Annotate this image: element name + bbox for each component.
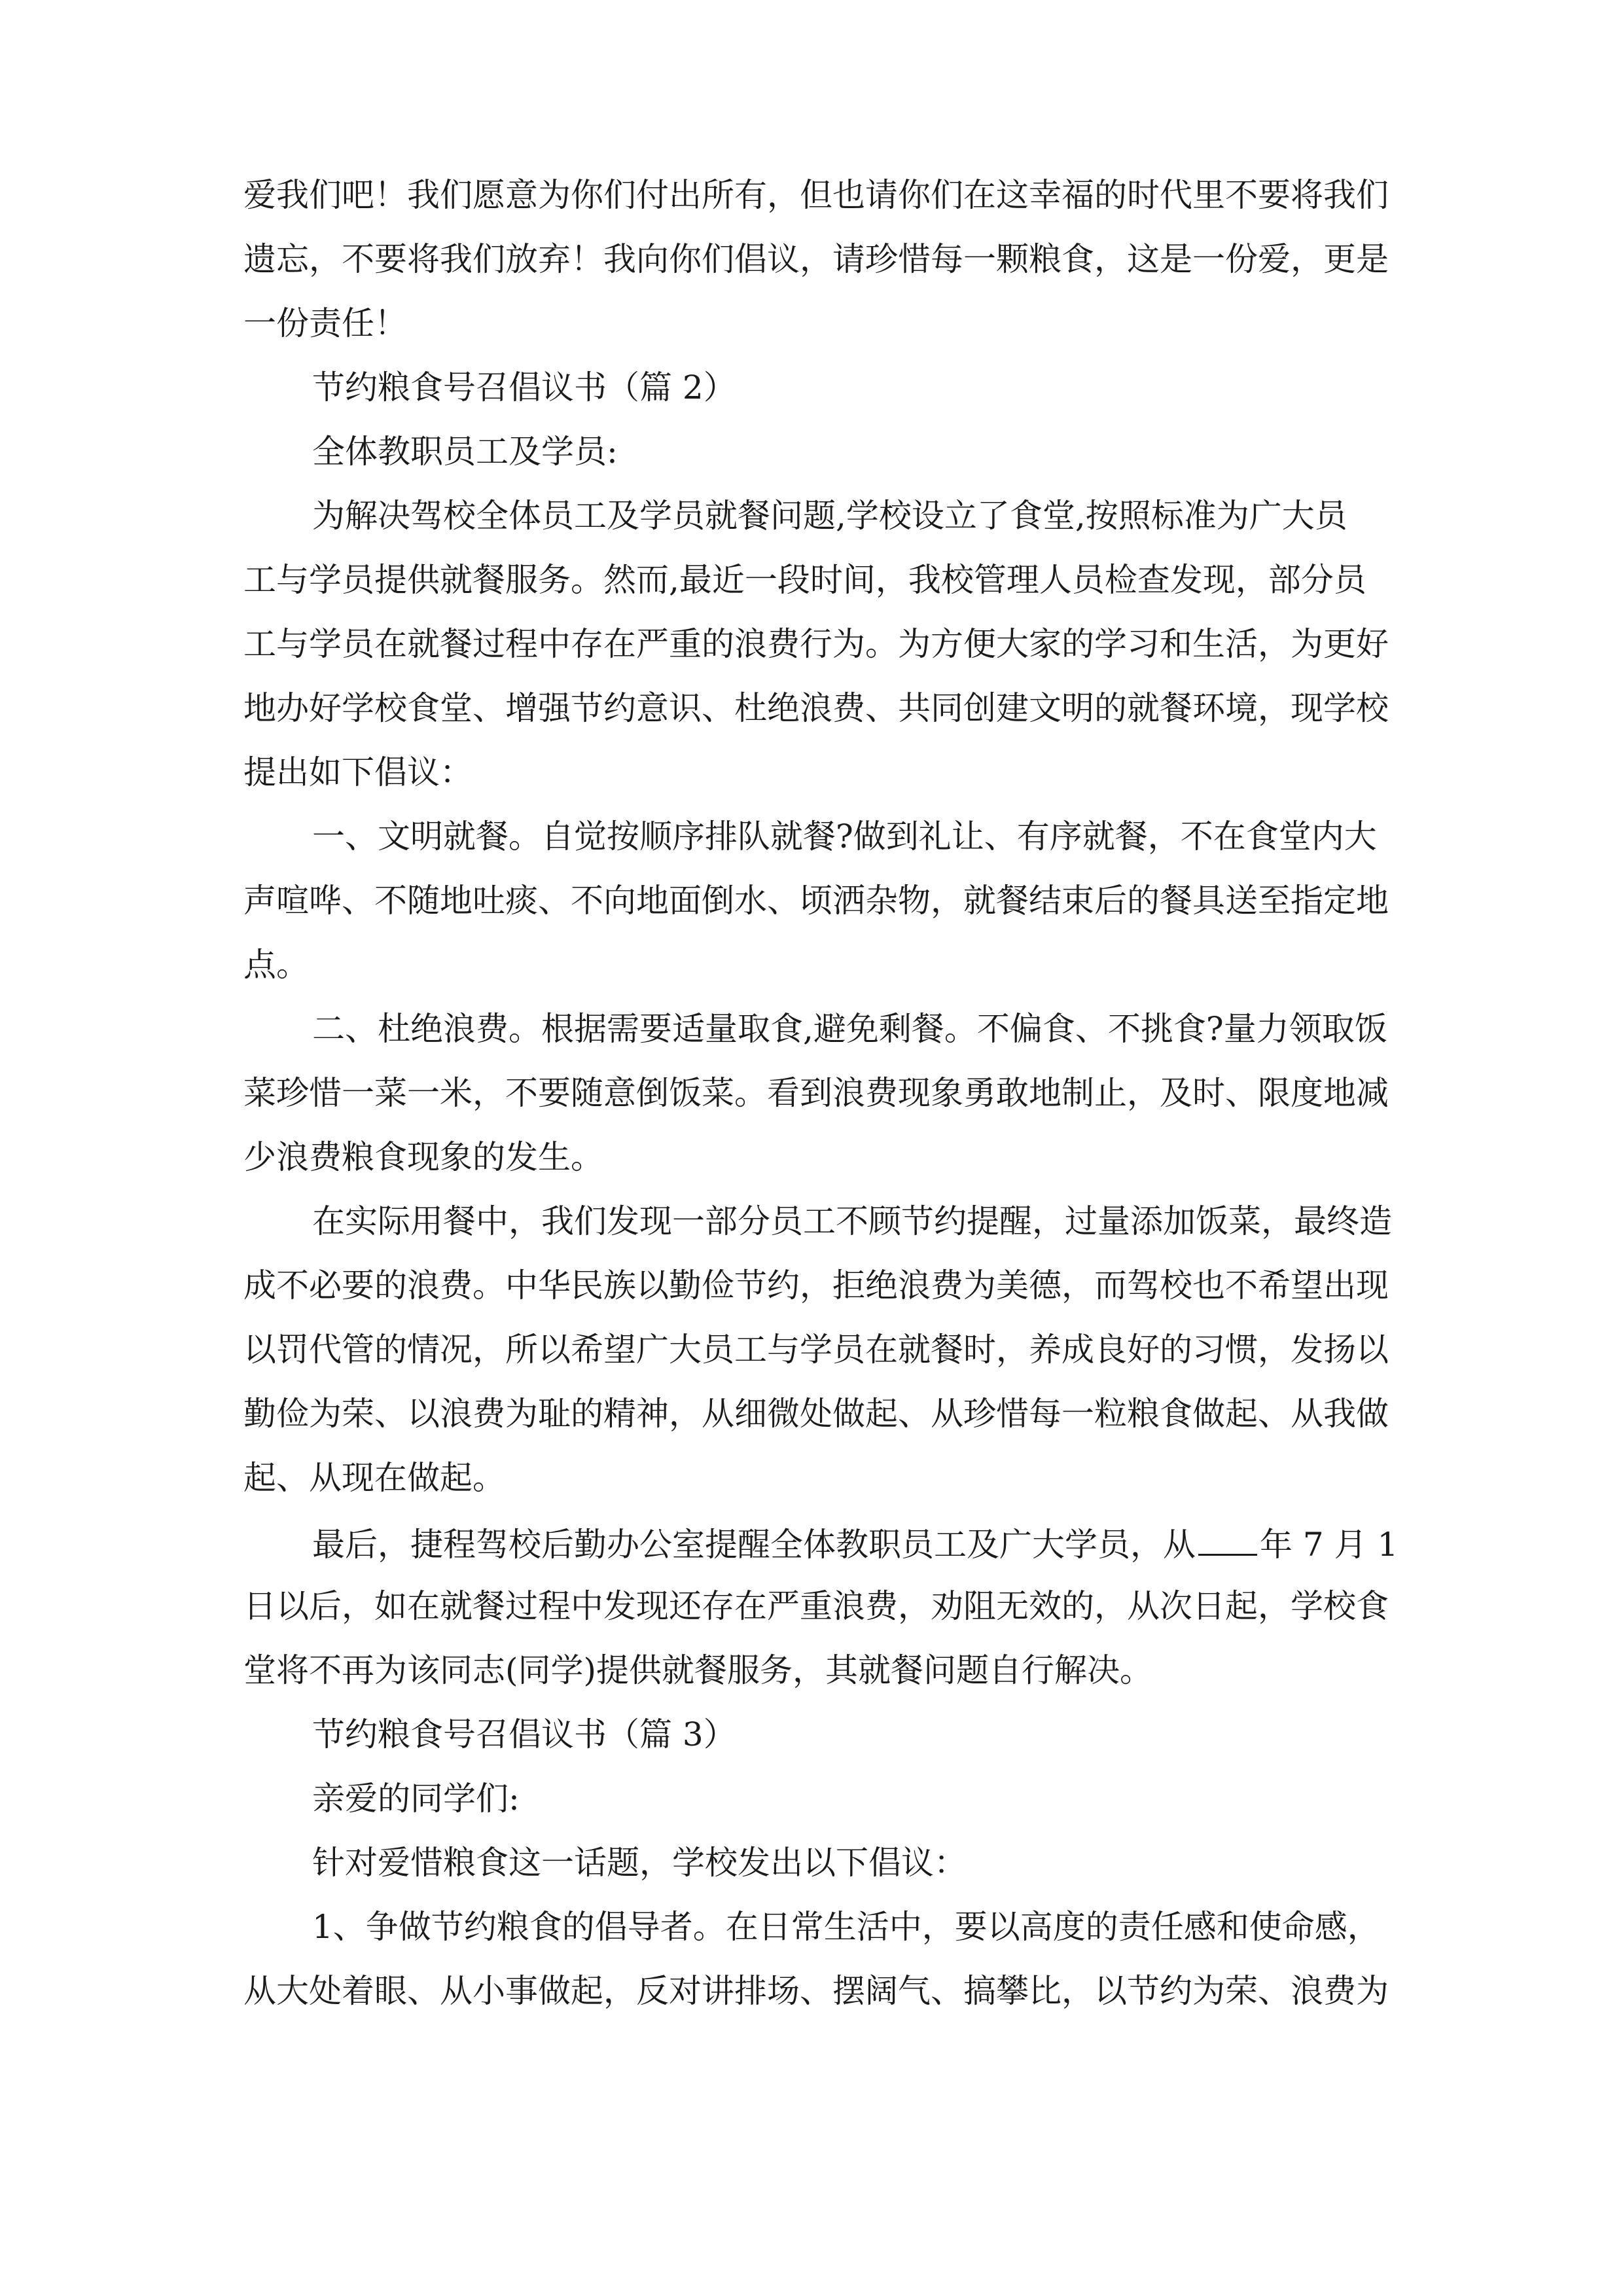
date-blank-underline [1198,1524,1257,1556]
body-line: 地办好学校食堂、增强节约意识、杜绝浪费、共同创建文明的就餐环境，现学校 [243,689,1389,727]
body-line: 一份责任！ [243,304,407,342]
body-line-part: 年 7 月 1 [1260,1526,1399,1564]
body-line: 起、从现在做起。 [243,1459,505,1497]
body-line: 日以后，如在就餐过程中发现还存在严重浪费，劝阻无效的，从次日起，学校食 [243,1587,1389,1625]
body-line: 爱我们吧！我们愿意为你们付出所有，但也请你们在这幸福的时代里不要将我们 [243,176,1389,214]
body-line: 在实际用餐中，我们发现一部分员工不顾节约提醒，过量添加饭菜，最终造 [312,1202,1392,1240]
body-line: 遗忘，不要将我们放弃！我向你们倡议，请珍惜每一颗粮食，这是一份爱，更是 [243,240,1389,278]
body-line: 声喧哗、不随地吐痰、不向地面倒水、顷洒杂物，就餐结束后的餐具送至指定地 [243,882,1389,920]
body-line-with-blank [243,1524,1399,1564]
body-line: 针对爱惜粮食这一话题，学校发出以下倡议： [312,1844,967,1882]
body-line: 1、争做节约粮食的倡导者。在日常生活中，要以高度的责任感和使命感， [312,1908,1380,1946]
body-line: 工与学员提供就餐服务。然而,最近一段时间，我校管理人员检查发现，部分员 [243,561,1366,599]
body-line: 成不必要的浪费。中华民族以勤俭节约，拒绝浪费为美德，而驾校也不希望出现 [243,1266,1389,1304]
salutation-line: 全体教职员工及学员: [312,433,618,471]
body-line: 以罚代管的情况，所以希望广大员工与学员在就餐时，养成良好的习惯，发扬以 [243,1331,1389,1369]
body-line: 点。 [243,946,309,984]
section-heading-3: 节约粮食号召倡议书（篇 3） [312,1715,736,1753]
body-line: 工与学员在就餐过程中存在严重的浪费行为。为方便大家的学习和生活，为更好 [243,625,1389,663]
body-line: 菜珍惜一菜一米，不要随意倒饭菜。看到浪费现象勇敢地制止，及时、限度地减 [243,1074,1389,1112]
body-line: 堂将不再为该同志(同学)提供就餐服务，其就餐问题自行解决。 [243,1651,1153,1689]
document-body [243,176,1399,2037]
body-line: 一、文明就餐。自觉按顺序排队就餐?做到礼让、有序就餐，不在食堂内大 [312,817,1377,855]
body-line: 为解决驾校全体员工及学员就餐问题,学校设立了食堂,按照标准为广大员 [312,497,1347,535]
body-line: 从大处着眼、从小事做起，反对讲排场、摆阔气、搞攀比，以节约为荣、浪费为 [243,1972,1389,2010]
body-line: 勤俭为荣、以浪费为耻的精神，从细微处做起、从珍惜每一粒粮食做起、从我做 [243,1395,1389,1433]
section-heading-2: 节约粮食号召倡议书（篇 2） [312,368,736,406]
body-line: 提出如下倡议： [243,753,473,791]
body-line: 少浪费粮食现象的发生。 [243,1138,603,1176]
body-line: 二、杜绝浪费。根据需要适量取食,避免剩餐。不偏食、不挑食?量力领取饭 [312,1010,1387,1048]
body-line-part: 最后，捷程驾校后勤办公室提醒全体教职员工及广大学员，从 [312,1526,1196,1564]
salutation-line: 亲爱的同学们: [312,1780,520,1818]
